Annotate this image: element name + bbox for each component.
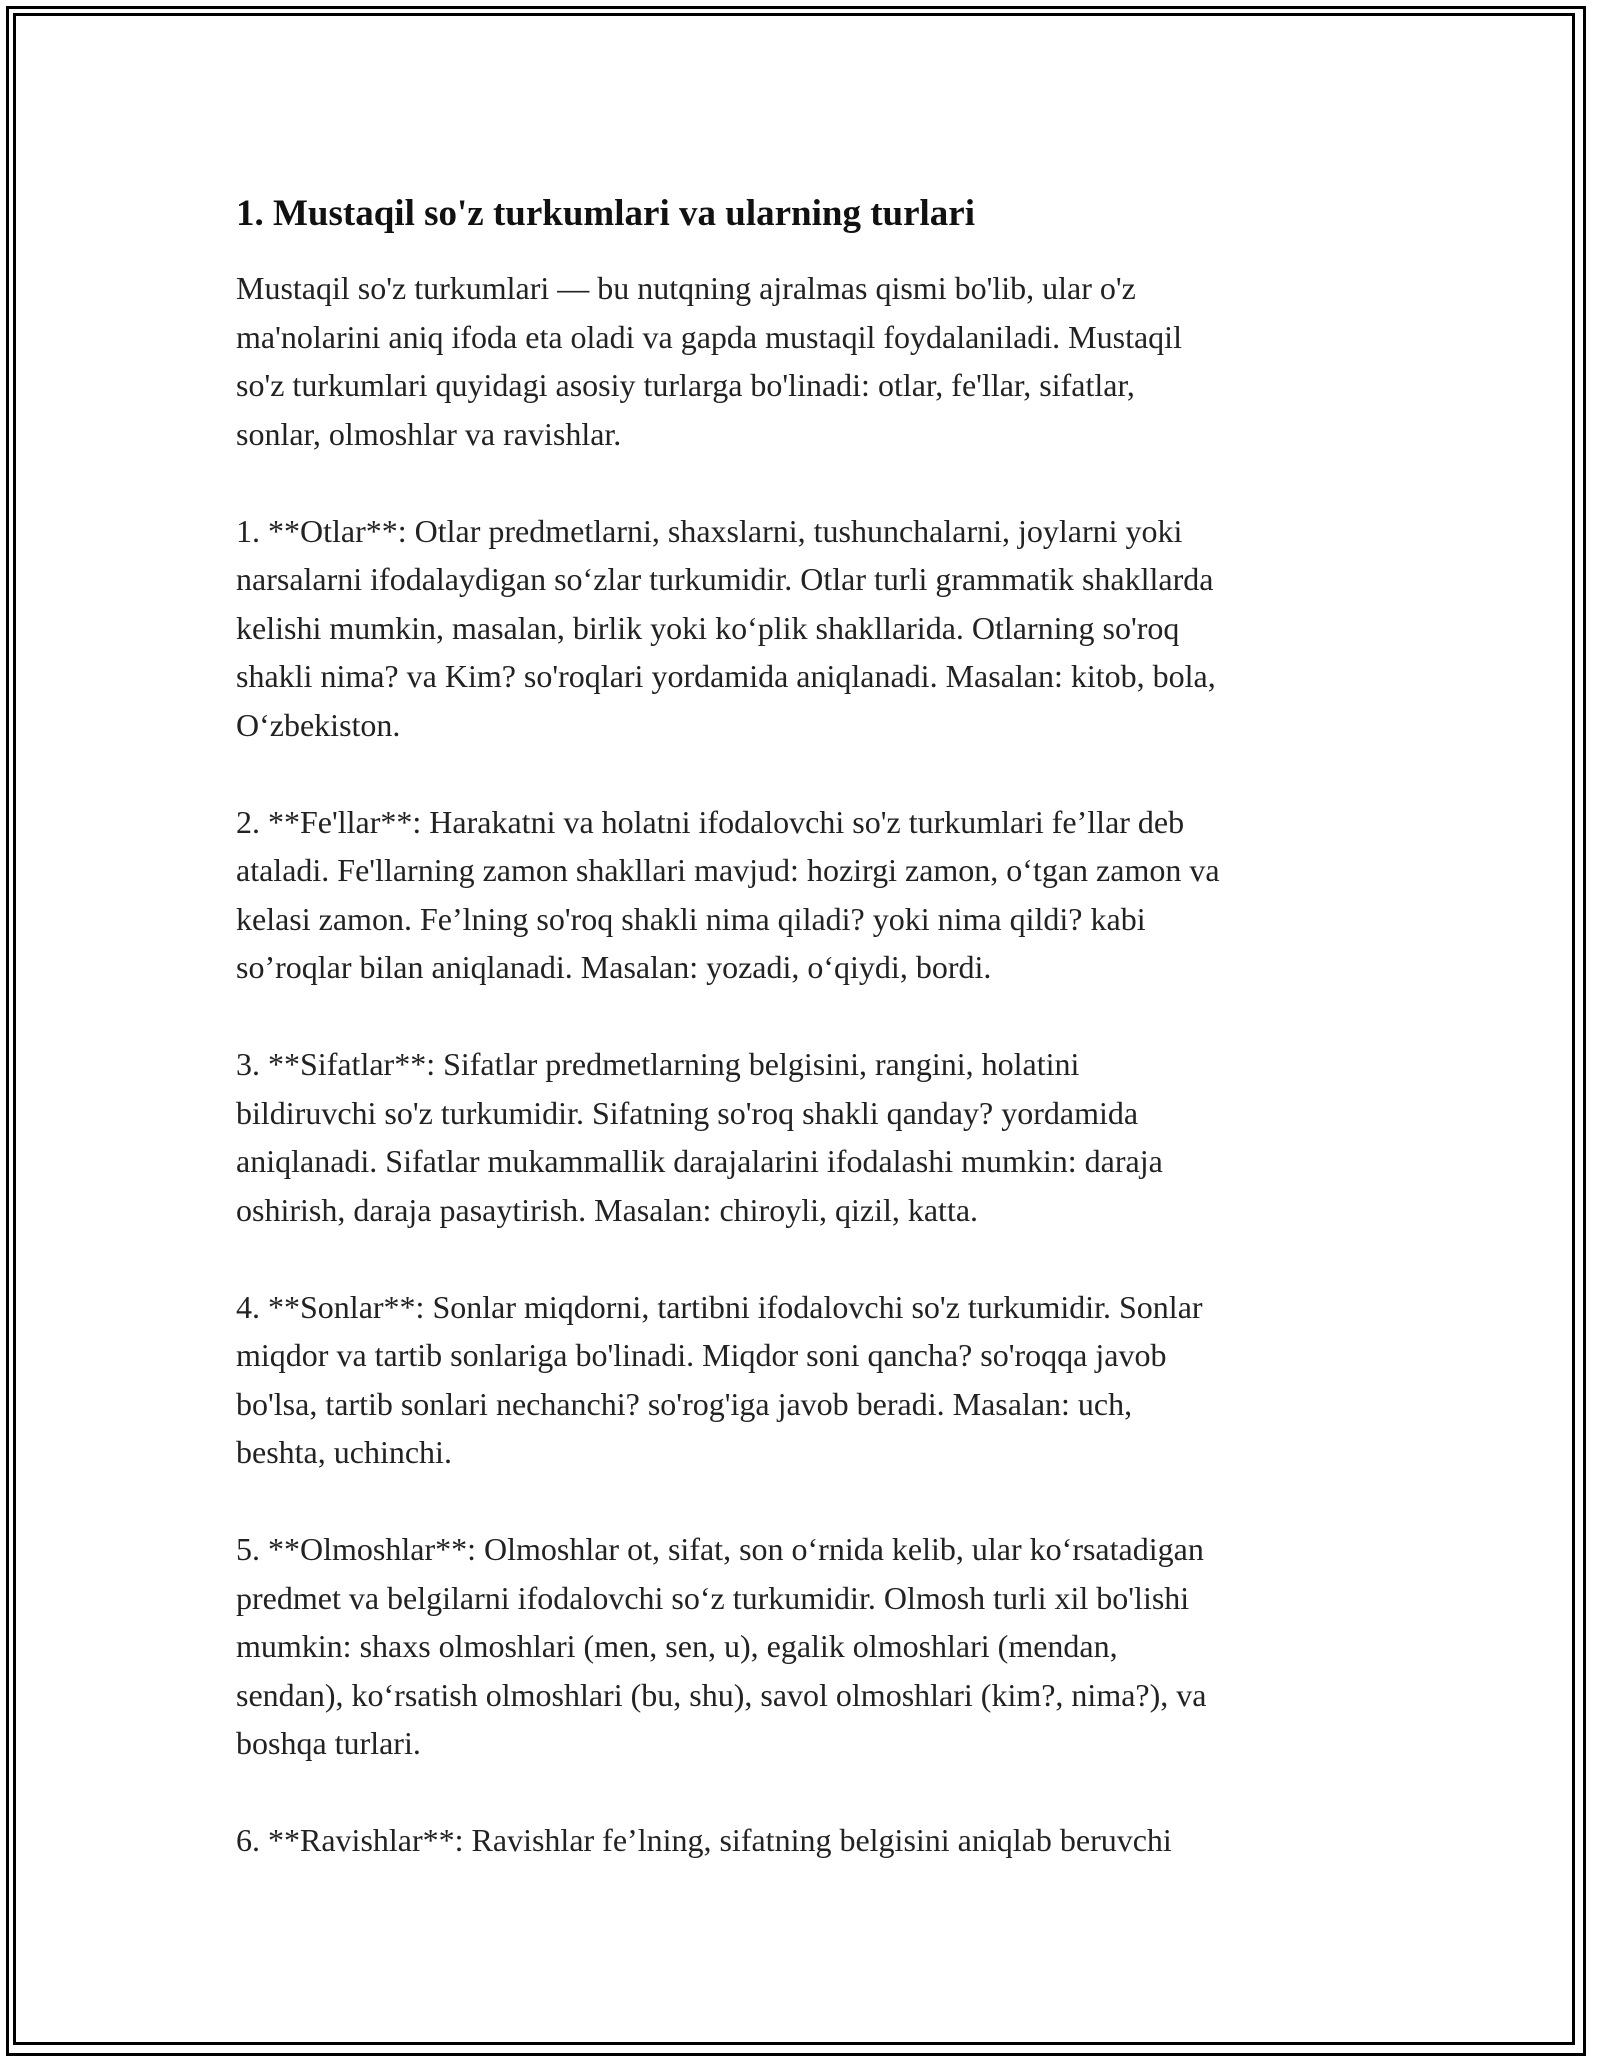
document-body bbox=[236, 188, 1366, 1913]
paragraph-otlar: 1. **Otlar**: Otlar predmetlarni, shaxslarni, tushunchalarni, joylarni yoki narsalarni ifodalaydigan so‘zlar turkumidir. Otlar turli grammatik shakllarda kelishi mumkin, masalan, birlik yoki ko‘plik shakllarida. Otlarning so'roq shakli nima? va Kim? so'roqlari yordamida aniqlanadi. Masalan: kitob, bola, O‘zbekiston. bbox=[236, 512, 1216, 743]
paragraph-sifatlar: 3. **Sifatlar**: Sifatlar predmetlarning belgisini, rangini, holatini bildiruvchi so'z turkumidir. Sifatning so'roq shakli qanday? yordamida aniqlanadi. Sifatlar mukammallik darajalarini ifodalashi mumkin: daraja oshirish, daraja pasaytirish. Masalan: chiroyli, qizil, katta. bbox=[236, 1046, 1163, 1228]
paragraph-fellar: 2. **Fe'llar**: Harakatni va holatni ifodalovchi so'z turkumlari fe’llar deb ataladi. Fe'llarning zamon shakllari mavjud: hozirgi zamon, o‘tgan zamon va kelasi zamon. Fe’lning so'roq shakli nima qiladi? yoki nima qildi? kabi so’roqlar bilan aniqlanadi. Masalan: yozadi, o‘qiydi, bordi. bbox=[236, 803, 1220, 985]
paragraph-sonlar: 4. **Sonlar**: Sonlar miqdorni, tartibni ifodalovchi so'z turkumidir. Sonlar miqdor va tartib sonlariga bo'linadi. Miqdor soni qancha? so'roqqa javob bo'lsa, tartib sonlari nechanchi? so'rog'iga javob beradi. Masalan: uch, beshta, uchinchi. bbox=[236, 1288, 1203, 1470]
paragraph-olmoshlar: 5. **Olmoshlar**: Olmoshlar ot, sifat, son o‘rnida kelib, ular ko‘rsatadigan predmet va belgilarni ifodalovchi so‘z turkumidir. Olmosh turli xil bo'lishi mumkin: shaxs olmoshlari (men, sen, u), egalik olmoshlari (mendan, sendan), ko‘rsatish olmoshlari (bu, shu), savol olmoshlari (kim?, nima?), va boshqa turlari. bbox=[236, 1531, 1207, 1761]
intro-paragraph: Mustaqil so'z turkumlari — bu nutqning ajralmas qismi bo'lib, ular o'z ma'nolarini aniq ifoda eta oladi va gapda mustaqil foydalaniladi. Mustaqil so'z turkumlari quyidagi asosiy turlarga bo'linadi: otlar, fe'llar, sifatlar, sonlar, olmoshlar va ravishlar. bbox=[236, 270, 1182, 452]
paragraph-ravishlar: 6. **Ravishlar**: Ravishlar fe’lning, sifatning belgisini aniqlab beruvchi bbox=[236, 1822, 1172, 1858]
section-heading: 1. Mustaqil so'z turkumlari va ularning turlari bbox=[236, 193, 976, 234]
